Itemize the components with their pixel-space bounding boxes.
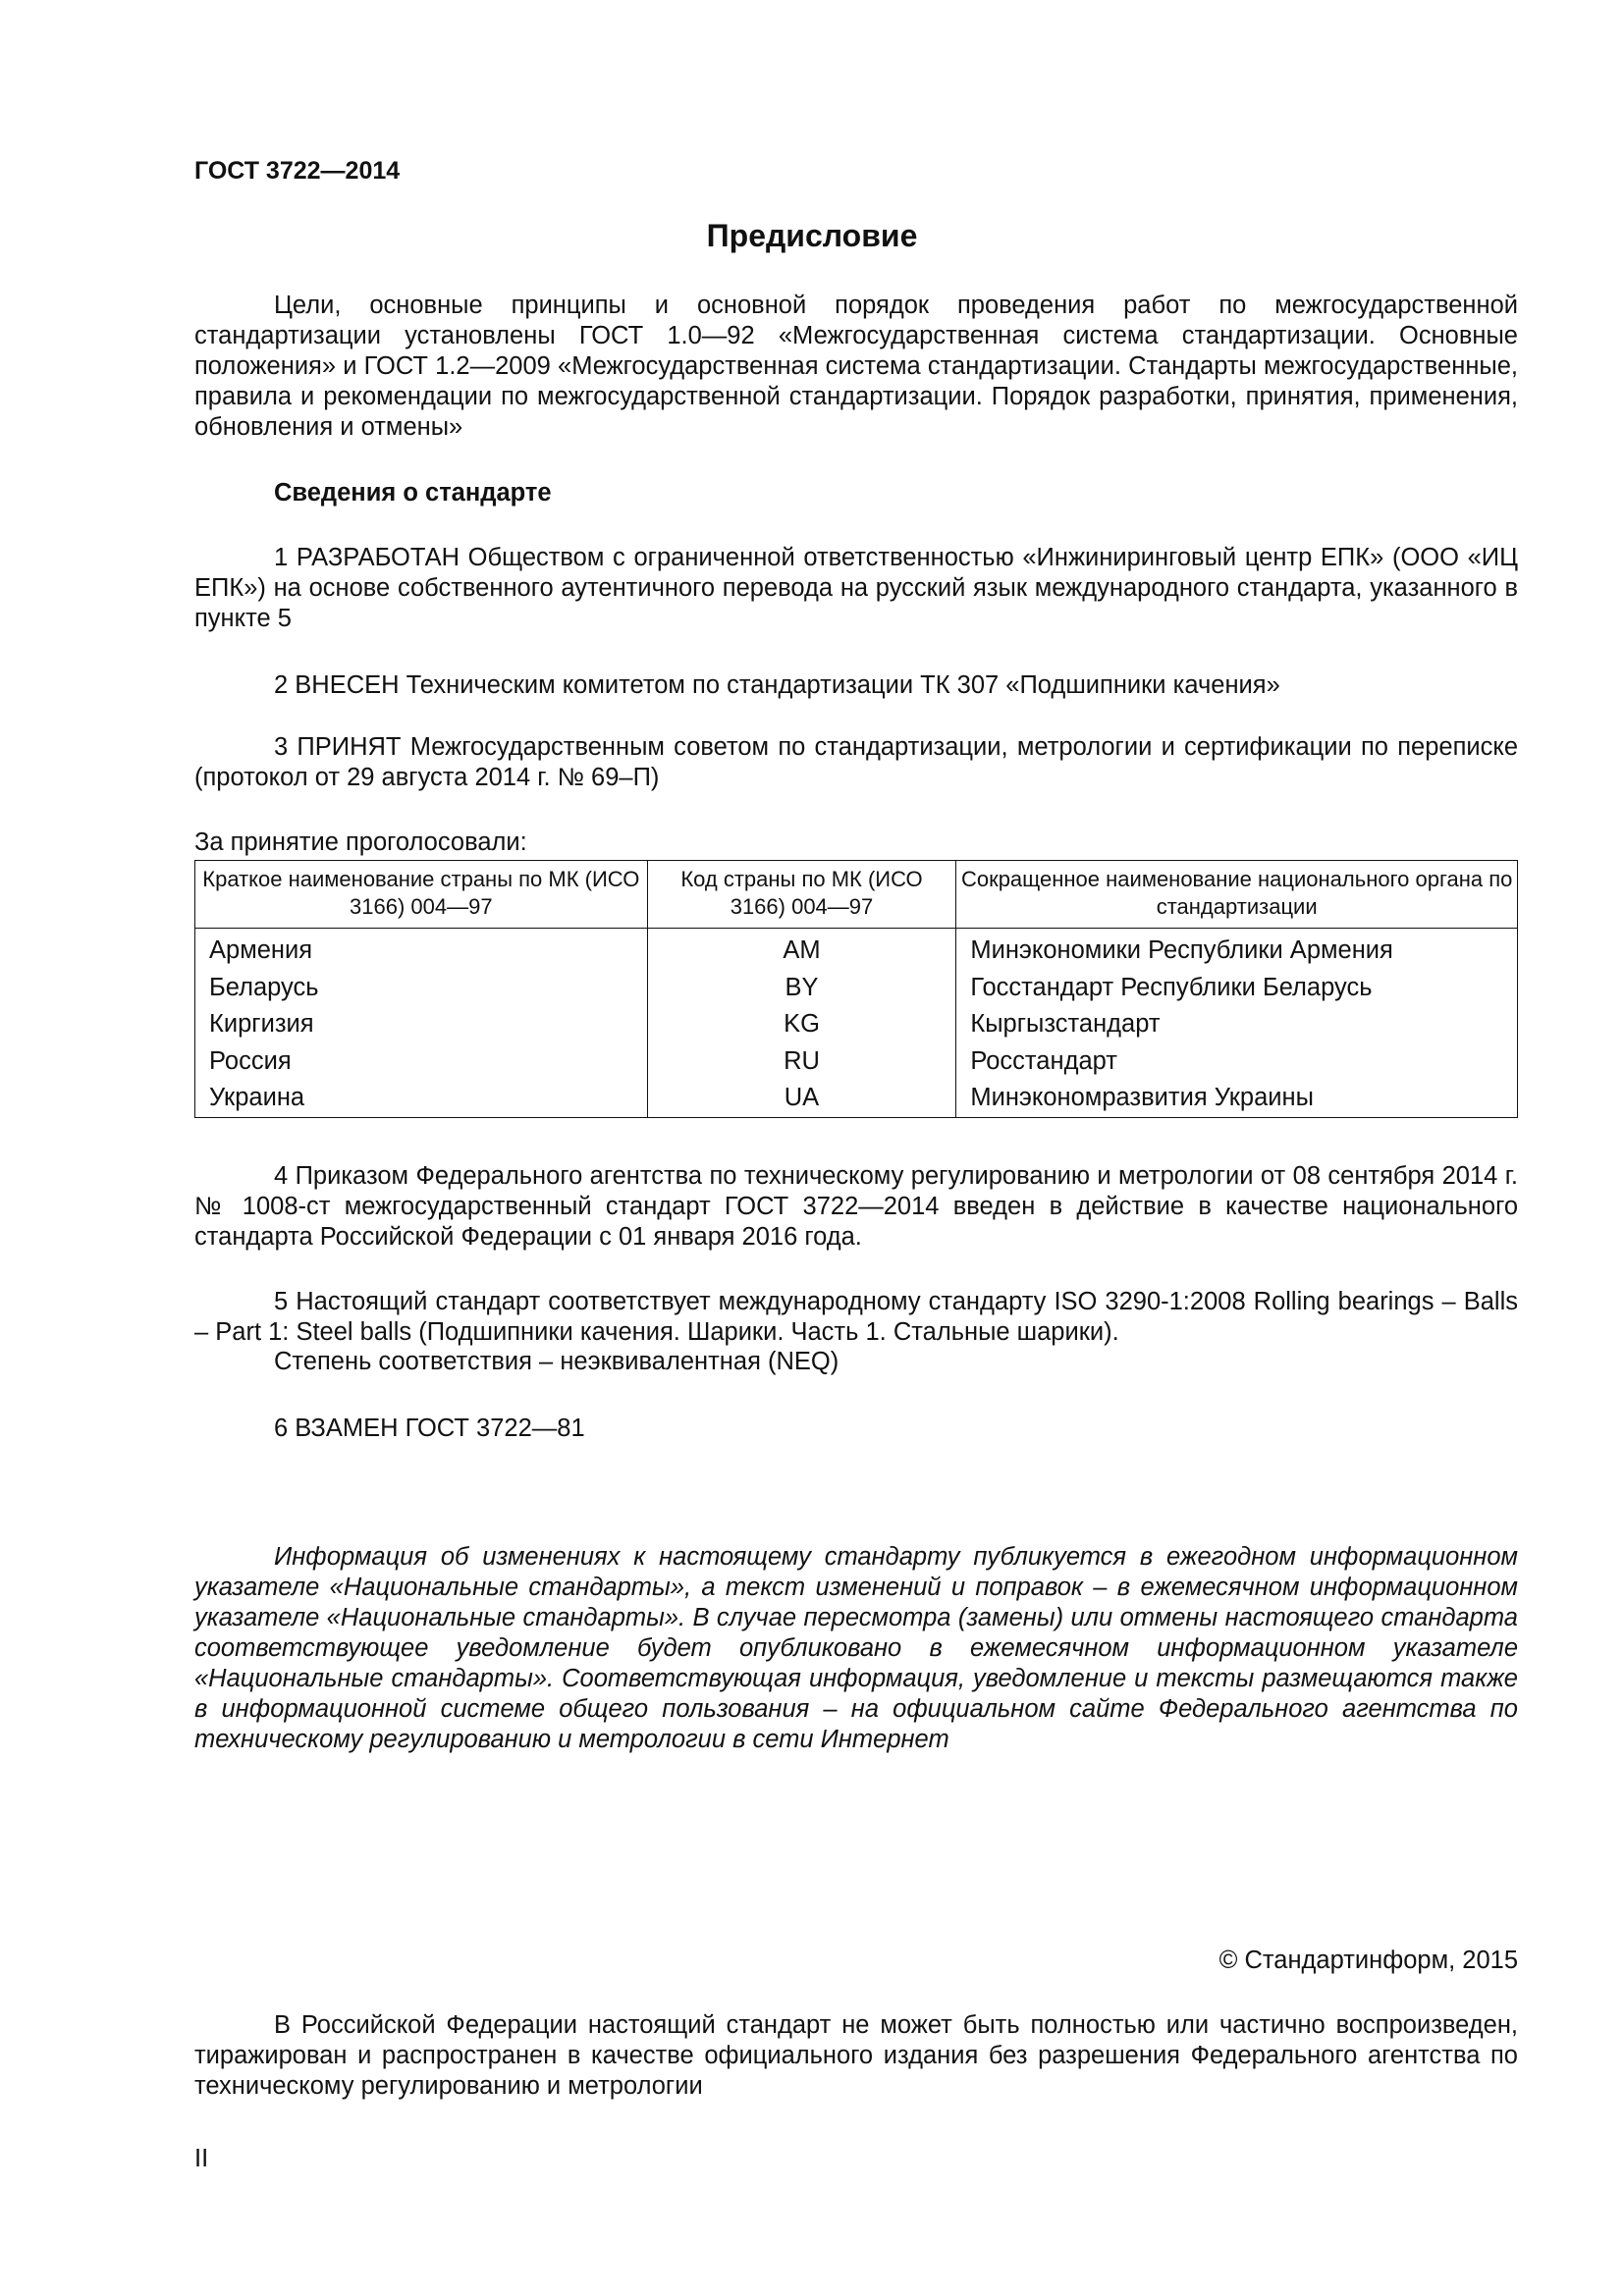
page-title: Предисловие <box>706 218 918 253</box>
vote-label: За принятие проголосовали: <box>194 828 527 856</box>
country-code: BY <box>647 970 956 1007</box>
country-code: RU <box>647 1043 956 1081</box>
standards-body: Росстандарт <box>956 1043 1518 1081</box>
standard-info-heading: Сведения о стандарте <box>274 479 552 507</box>
table-row <box>195 1043 1518 1081</box>
table-row <box>195 970 1518 1007</box>
table-header-code: Код страны по МК (ИСО 3166) 004—97 <box>647 861 956 929</box>
country-name: Россия <box>195 1043 648 1081</box>
country-name: Беларусь <box>195 970 648 1007</box>
country-name: Армения <box>195 929 648 970</box>
country-name: Киргизия <box>195 1006 648 1043</box>
item-4-order: 4 Приказом Федерального агентства по техническому регулированию и метрологии от 08 сентября 2014 г. № 1008-ст межгосударственный стандарт ГОСТ 3722—2014 введен в действие в качестве национального стандарта Российской Федерации с 01 января 2016 года. <box>194 1162 1518 1251</box>
standards-body: Кыргызстандарт <box>956 1006 1518 1043</box>
item-3-adopted: 3 ПРИНЯТ Межгосударственным советом по стандартизации, метрологии и сертификации по переписке (протокол от 29 августа 2014 г. № 69–П) <box>194 733 1518 791</box>
item-6-replaces: 6 ВЗАМЕН ГОСТ 3722—81 <box>274 1415 585 1442</box>
copyright-line: © Стандартинформ, 2015 <box>1218 1947 1518 1974</box>
table-row <box>195 929 1518 970</box>
item-5-correspondence: 5 Настоящий стандарт соответствует международному стандарту ISO 3290-1:2008 Rolling bearings – Balls – Part 1: Steel balls (Подшипники качения. Шарики. Часть 1. Стальные шарики). <box>194 1288 1518 1346</box>
intro-paragraph: Цели, основные принципы и основной порядок проведения работ по межгосударственной стандартизации установлены ГОСТ 1.0—92 «Межгосударственная система стандартизации. Основные положения» и ГОСТ 1.2—2009 «Межгосударственная система стандартизации. Стандарты межгосударственные, правила и рекомендации по межгосударственной стандартизации. Порядок разработки, принятия, применения, обновления и отмены» <box>194 292 1518 441</box>
item-5-degree: Степень соответствия – неэквивалентная (NEQ) <box>274 1348 839 1375</box>
country-code: KG <box>647 1006 956 1043</box>
standards-body: Госстандарт Республики Беларусь <box>956 970 1518 1007</box>
standards-body: Минэкономразвития Украины <box>956 1080 1518 1117</box>
standards-body: Минэкономики Республики Армения <box>956 929 1518 970</box>
voting-table <box>194 860 1518 1118</box>
country-code: UA <box>647 1080 956 1117</box>
page-number: II <box>194 2145 209 2172</box>
country-name: Украина <box>195 1080 648 1117</box>
changes-notice: Информация об изменениях к настоящему стандарту публикуется в ежегодном информационном указателе «Национальные стандарты», а текст изменений и поправок – в ежемесячном информационном указателе «Национальные стандарты». В случае пересмотра (замены) или отмены настоящего стандарта соответствующее уведомление будет опубликовано в ежемесячном информационном указателе «Национальные стандарты». Соответствующая информация, уведомление и тексты размещаются также в информационной системе общего пользования – на официальном сайте Федерального агентства по техническому регулированию и метрологии в сети Интернет <box>194 1543 1518 1753</box>
table-header-row <box>195 861 1518 929</box>
table-header-country: Краткое наименование страны по МК (ИСО 3166) 004—97 <box>195 861 648 929</box>
reproduction-restriction: В Российской Федерации настоящий стандарт не может быть полностью или частично воспроизведен, тиражирован и распространен в качестве официального издания без разрешения Федерального агентства по техническому регулированию и метрологии <box>194 2011 1518 2100</box>
table-row <box>195 1006 1518 1043</box>
document-code-header: ГОСТ 3722—2014 <box>194 157 401 185</box>
item-1-developed: 1 РАЗРАБОТАН Обществом с ограниченной ответственностью «Инжиниринговый центр ЕПК» (ООО «ИЦ ЕПК») на основе собственного аутентичного перевода на русский язык международного стандарта, указанного в пункте 5 <box>194 544 1518 632</box>
table-row <box>195 1080 1518 1117</box>
item-2-introduced: 2 ВНЕСЕН Техническим комитетом по стандартизации ТК 307 «Подшипники качения» <box>274 671 1280 699</box>
country-code: AM <box>647 929 956 970</box>
table-header-body: Сокращенное наименование национального органа по стандартизации <box>956 861 1518 929</box>
